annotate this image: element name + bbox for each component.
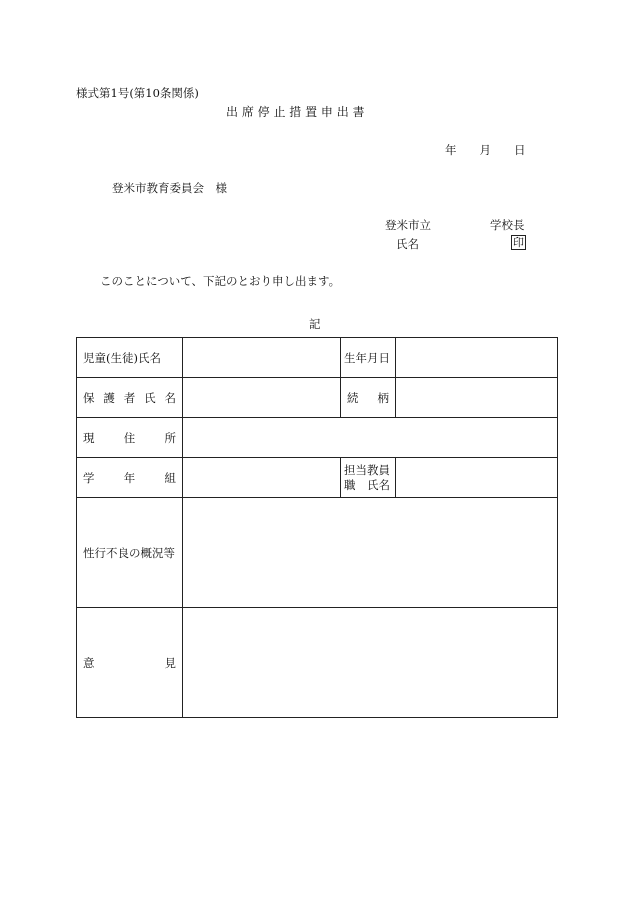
relationship-field[interactable]: [396, 378, 558, 418]
table-row-student: [77, 338, 558, 378]
table-row-address: [77, 418, 558, 458]
date-line: 年 月 日: [445, 143, 526, 157]
birthdate-label: 生年月日: [341, 338, 396, 378]
address-label: 現 住 所: [77, 418, 183, 458]
table-row-opinion: [77, 608, 558, 718]
school-prefix: 登米市立: [385, 218, 431, 232]
principal-title: 学校長: [490, 218, 525, 232]
application-table: [76, 337, 558, 718]
student-name-label: 児童(生徒)氏名: [77, 338, 183, 378]
grade-class-label: 学 年 組: [77, 458, 183, 498]
behavior-label: 性行不良の概況等: [77, 498, 183, 608]
ki-label: 記: [309, 317, 321, 331]
form-number: 様式第1号(第10条関係): [76, 86, 199, 100]
opinion-field[interactable]: [183, 608, 558, 718]
address-field[interactable]: [183, 418, 558, 458]
guardian-name-label: 保 護 者 氏 名: [77, 378, 183, 418]
teacher-label: 担当教員 職 氏名: [341, 458, 396, 498]
guardian-name-field[interactable]: [183, 378, 341, 418]
table-row-grade: [77, 458, 558, 498]
relationship-label: 続 柄: [341, 378, 396, 418]
table-row-behavior: [77, 498, 558, 608]
student-name-field[interactable]: [183, 338, 341, 378]
document-title: 出 席 停 止 措 置 申 出 書: [226, 105, 365, 119]
name-label: 氏名: [396, 237, 419, 251]
grade-class-field[interactable]: [183, 458, 341, 498]
birthdate-field[interactable]: [396, 338, 558, 378]
body-text: このことについて、下記のとおり申し出ます。: [100, 274, 341, 288]
table-row-guardian: [77, 378, 558, 418]
behavior-field[interactable]: [183, 498, 558, 608]
teacher-field[interactable]: [396, 458, 558, 498]
addressee: 登米市教育委員会 様: [112, 181, 227, 195]
seal-text: 印: [513, 236, 524, 249]
opinion-label: 意 見: [77, 608, 183, 718]
seal-stamp: [511, 235, 526, 250]
